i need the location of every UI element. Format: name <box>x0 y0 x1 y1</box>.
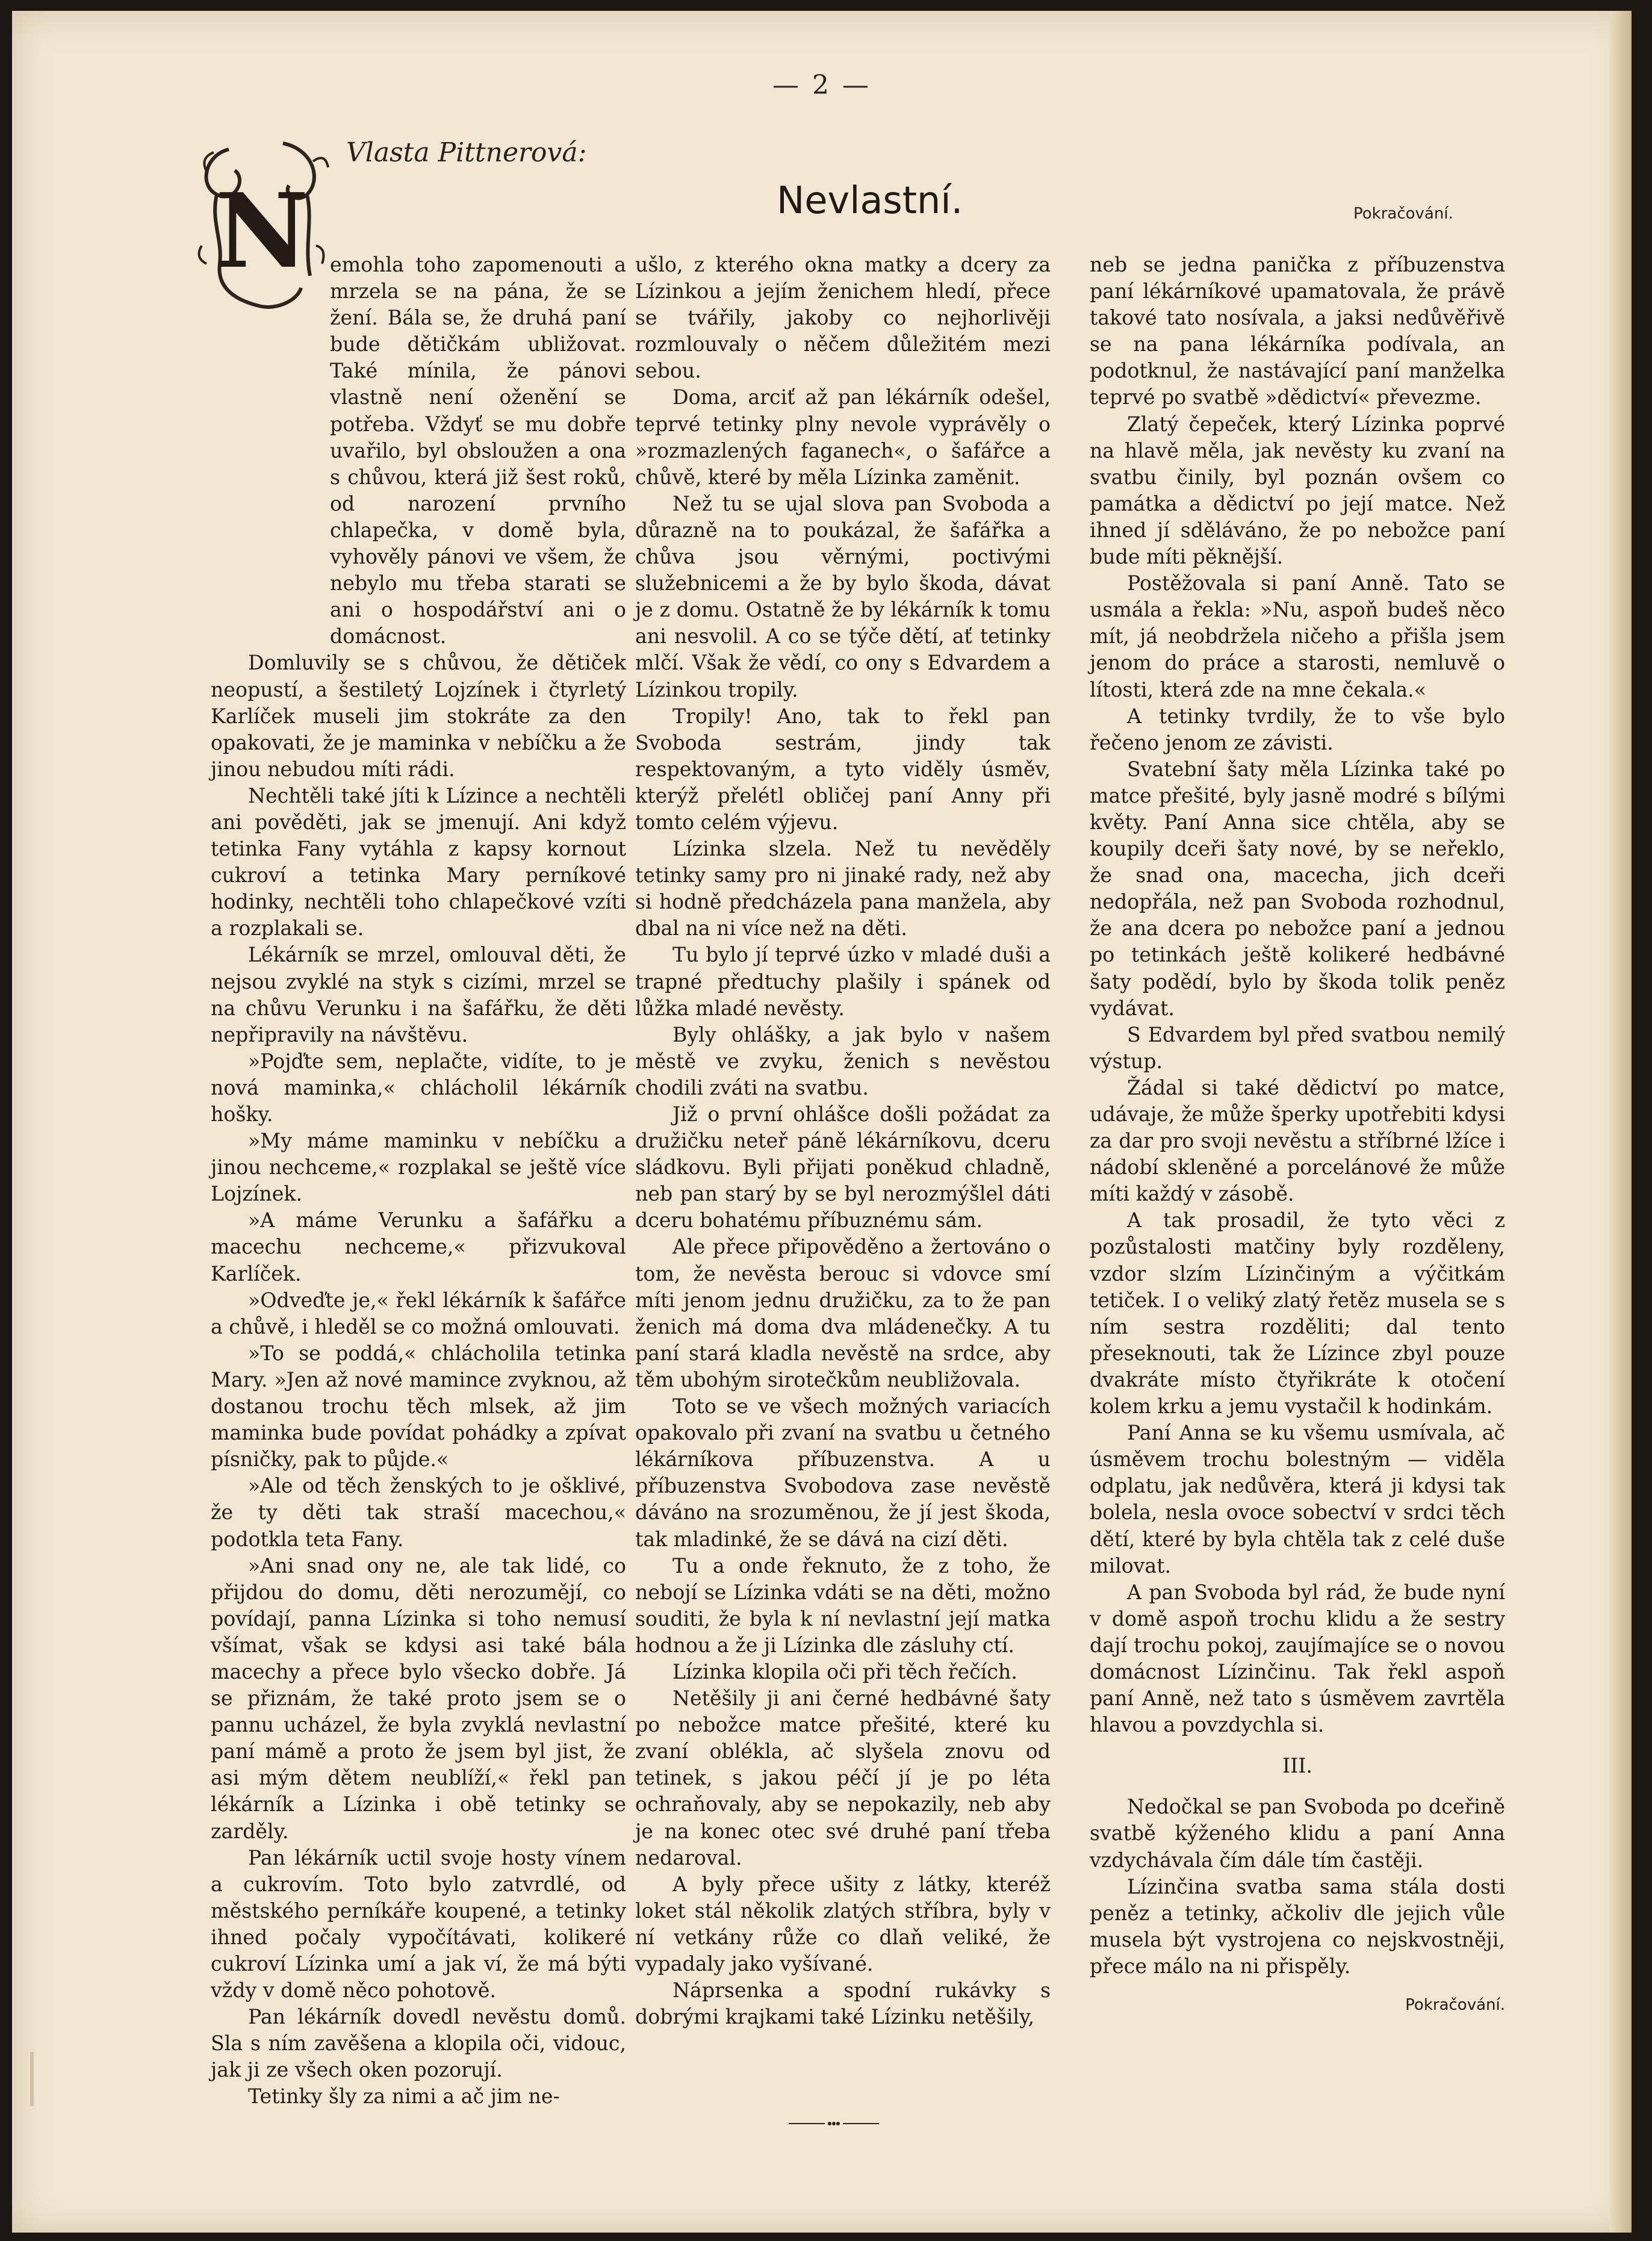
paragraph: Lízinka slzela. Než tu nevěděly tetinky samy pro ni jinaké rady, než aby si hodně předcházela pana manžela, aby dbal na ni více než na děti. <box>635 837 1051 940</box>
paragraph: Již o první ohlášce došli požádat za družičku neteř páně lékárníkovu, dceru sládkovu. Byli přijati poněkud chladně, neb pan starý by se byl nerozmýšlel dáti dceru bohatému příbuznému sám. <box>635 1102 1051 1232</box>
section-heading: III. <box>1282 1754 1312 1778</box>
paragraph: Ale přece připověděno a žertováno o tom, že nevěsta berouc si vdovce smí míti jenom jednu družičku, za to že pan ženich má doma dva mládenečky. A tu paní stará kladla nevěstě na srdce, aby těm ubohým sirotečkům neubližovala. <box>635 1235 1051 1391</box>
paragraph: A pan Svoboda byl rád, že bude nyní v domě aspoň trochu klidu a že sestry dají trochu pokoj, zaujímajíce se o novou domácnost Lízinčinu. Tak řekl aspoň paní Anně, než tato s úsměvem zavrtěla hlavou a povzdychla si. <box>1090 1580 1505 1737</box>
paragraph: Toto se ve všech možných variacích opakovalo při zvaní na svatbu u četného lékárníkova příbuzenstva. A u příbuzenstva Svobodova zase nevěstě dáváno na srozuměnou, že jí jest škoda, tak mladinké, že se dává na cizí děti. <box>635 1394 1051 1551</box>
paragraph: »Odveďte je,« řekl lékárník k šafářce a chůvě, i hleděl se co možná omlouvati. <box>211 1288 626 1338</box>
paragraph: Pan lékárník dovedl nevěstu domů. Sla s ním zavěšena a klopila oči, vidouc, jak ji ze všech oken pozorují. <box>211 2005 626 2082</box>
paragraph: Tropily! Ano, tak to řekl pan Svoboda sestrám, jindy tak respektovaným, a tyto viděly úsměv, kterýž přelétl obličej paní Anny při tomto celém výjevu. <box>635 704 1051 834</box>
paragraph: »My máme maminku v nebíčku a jinou nechceme,« rozplakal se ještě více Lojzínek. <box>211 1129 626 1206</box>
paragraph: »Pojďte sem, neplačte, vidíte, to je nová maminka,« chlácholil lékárník hošky. <box>211 1049 626 1126</box>
text-column-1 <box>211 252 626 2110</box>
paragraph: Tu a onde řeknuto, že z toho, že nebojí se Lízinka vdáti se na děti, možno souditi, že byla k ní nevlastní její matka hodnou a že ji Lízinka dle zásluhy ctí. <box>635 1553 1051 1657</box>
text-column-2 <box>635 252 1051 2030</box>
paragraph: Doma, arciť až pan lékárník odešel, teprvé tetinky plny nevole vyprávěly o »rozmazlených faganech«, o šafářce a chůvě, které by měla Lízinka zaměnit. <box>635 385 1051 489</box>
paragraph: Paní Anna se ku všemu usmívala, ač úsměvem trochu bolestným — viděla odplatu, jak nedůvěra, která ji kdysi tak bolela, nesla ovoce sobectví v srdci těch dětí, které by byla chtěla tak z celé duše milovat. <box>1090 1421 1505 1577</box>
paragraph: »A máme Verunku a šafářku a macechu nechceme,« přizvukoval Karlíček. <box>211 1208 626 1285</box>
paragraph: »Ani snad ony ne, ale tak lidé, co přijdou do domu, děti nerozumějí, co povídají, panna Lízinka si toho nemusí všímat, však se kdysi asi také bála macechy a přece bylo všecko dobře. Já se přiznám, že také proto jsem se o pannu ucházel, že byla zvyklá nevlastní paní mámě a proto že jsem byl jist, že asi mým dětem neublíží,« řekl pan lékárník a Lízinka i obě tetinky se zarděly. <box>211 1553 626 1843</box>
paragraph: S Edvardem byl před svatbou nemilý výstup. <box>1090 1022 1505 1073</box>
ornamental-divider <box>789 2119 879 2128</box>
paragraph: »To se poddá,« chlácholila tetinka Mary. »Jen až nové mamince zvyknou, až dostanou trochu těch mlsek, až jim maminka bude povídat pohádky a zpívat písničky, pak to půjde.« <box>211 1341 626 1472</box>
paragraph: Tu bylo jí teprvé úzko v mladé duši a trapné předtuchy plašily i spánek od lůžka mladé nevěsty. <box>635 943 1051 1020</box>
paragraph: Lízinčina svatba sama stála dosti peněz a tetinky, ačkoliv dle jejich vůle musela být vystrojena co nejskvostněji, přece málo na ni přispěly. <box>1090 1874 1505 1978</box>
paragraph: A byly přece ušity z látky, kteréž loket stál několik zlatých stříbra, byly v ní vetkány růže co dlaň veliké, že vypadaly jako vyšívané. <box>635 1872 1051 1975</box>
paragraph: Lékárník se mrzel, omlouval děti, že nejsou zvyklé na styk s cizími, mrzel se na chůvu Verunku i na šafářku, že děti nepřipravily na návštěvu. <box>211 943 626 1046</box>
paragraph: A tak prosadil, že tyto věci z pozůstalosti matčiny byly rozděleny, vzdor slzím Lízinčiným a výčitkám tetiček. I o veliký zlatý řetěz musela se s ním sestra rozděliti; dal tento přeseknouti, tak že Lízince zbyl pouze dvakráte místo čtyřikráte k otočení kolem krku a jemu vystačil k hodinkám. <box>1090 1208 1505 1419</box>
paper-mark <box>30 2052 34 2106</box>
article-title: Nevlastní. <box>777 178 963 222</box>
paragraph: ušlo, z kterého okna matky a dcery za Lízinkou a jejím ženichem hledí, přece se tvářily, jakoby co nejhorlivěji rozmlouvaly o něčem důležitém mezi sebou. <box>635 253 1051 383</box>
paragraph: Žádal si také dědictví po matce, udávaje, že může šperky upotřebiti kdysi za dar pro svoji nevěstu a stříbrné lžíce i nádobí skleněné a porcelánové že může míti každý v zásobě. <box>1090 1075 1505 1206</box>
author-byline: Vlasta Pittnerová: <box>346 137 587 168</box>
paragraph: Netěšily ji ani černé hedbávné šaty po nebožce matce přešité, které ku zvaní oblékla, ač slyšela znovu od tetinek, s jakou péčí jí je po léta ochraňovaly, aby se nepokazily, neb aby je na konec otec své druhé paní třeba nedaroval. <box>635 1686 1051 1870</box>
page-number: — 2 — <box>772 70 871 101</box>
continuation-note-top: Pokračování. <box>1353 205 1453 223</box>
paragraph: Nedočkal se pan Svoboda po dceřině svatbě kýženého klidu a paní Anna vzdychávala čím dále tím častěji. <box>1090 1795 1505 1872</box>
paragraph: Postěžovala si paní Anně. Tato se usmála a řekla: »Nu, aspoň budeš něco mít, já neobdržela ničeho a přišla jsem jenom do práce a starosti, nemluvě o lítosti, která zde na mne čekala.« <box>1090 571 1505 701</box>
paragraph: »Ale od těch ženských to je ošklivé, že ty děti tak straší macechou,« podotkla teta Fany. <box>211 1474 626 1551</box>
paragraph: Nechtěli také jíti k Lízince a nechtěli ani pověděti, jak se jmenují. Ani když tetinka Fany vytáhla z kapsy kornout cukroví a tetinka Mary perníkové hodinky, nechtěli toho chlapečkové vzíti a rozplakali se. <box>211 783 626 940</box>
newspaper-page <box>12 11 1632 2233</box>
paragraph: Lízinka klopila oči při těch řečích. <box>672 1659 1017 1683</box>
paragraph: Byly ohlášky, a jak bylo v našem městě ve zvyku, ženich s nevěstou chodili zváti na svatbu. <box>635 1022 1051 1099</box>
paragraph: Než tu se ujal slova pan Svoboda a důrazně na to poukázal, že šafářka a chůva jsou věrnými, poctivými služebnicemi a že by bylo škoda, dávat je z domu. Ostatně že by lékárník k tomu ani nesvolil. A co se týče dětí, ať tetinky mlčí. Však že vědí, co ony s Edvardem a Lízinkou tropily. <box>635 491 1051 701</box>
paragraph: Domluvily se s chůvou, že dětiček neopustí, a šestiletý Lojzínek i čtyrletý Karlíček museli jim stokráte za den opakovati, že je maminka v nebíčku a že jinou nebudou míti rádi. <box>211 651 626 781</box>
paragraph: Zlatý čepeček, který Lízinka poprvé na hlavě měla, jak nevěsty ku zvaní na svatbu činily, byl poznán ovšem co památka a dědictví po její matce. Než ihned jí sděláváno, že po nebožce paní bude míti pěknější. <box>1090 412 1505 569</box>
paragraph: Svatební šaty měla Lízinka také po matce přešité, byly jasně modré s bílými květy. Paní Anna sice chtěla, aby se koupily dceři šaty nové, by se neřeklo, že snad ona, macecha, jich dceři nedopřála, než pan Svoboda rozhodnul, že ana dcera po nebožce paní a jednou po tetinkách ještě kolikeré hedbávné šaty podědí, bylo by škoda tolik peněz vydávat. <box>1090 757 1505 1020</box>
paragraph: neb se jedna panička z příbuzenstva paní lékárníkové upamatovala, že právě takové tato nosívala, a jaksi nedůvěřivě se na pana lékárníka podívala, an podotknul, že nastávající paní manželka teprvé po svatbě »dědictví« převezme. <box>1090 253 1505 409</box>
binding-edge <box>1610 11 1632 2233</box>
text-column-3 <box>1090 252 1505 2018</box>
paragraph: Náprsenka a spodní rukávky s dobrými krajkami také Lízinku netěšily, <box>635 1978 1051 2029</box>
paragraph: A tetinky tvrdily, že to vše bylo řečeno jenom ze závisti. <box>1090 704 1505 754</box>
paragraph: emohla toho zapomenouti a mrzela se na pána, že se žení. Bála se, že druhá paní bude dětičkám ubližovat. Také mínila, že pánovi vlastně není oženění se potřeba. Vždyť se mu dobře uvařilo, byl obsloužen a ona s chůvou, která již šest roků, od narození prvního chlapečka, v domě byla, vyhověly pánovi ve všem, že nebylo mu třeba starati se ani o hospodářství ani o domácnost. <box>330 253 626 648</box>
svg-text:N: N <box>215 171 309 291</box>
paragraph: Pan lékárník uctil svoje hosty vínem a cukrovím. Toto bylo zatvrdlé, od městského perníkáře koupené, a tetinky ihned počaly vypočítávati, kolikeré cukroví Lízinka umí a jak ví, že má býti vždy v domě něco pohotově. <box>211 1845 626 2003</box>
paragraph: Tetinky šly za nimi a ač jim ne- <box>248 2084 560 2109</box>
continuation-note-bottom: Pokračování. <box>1405 1996 1505 2014</box>
